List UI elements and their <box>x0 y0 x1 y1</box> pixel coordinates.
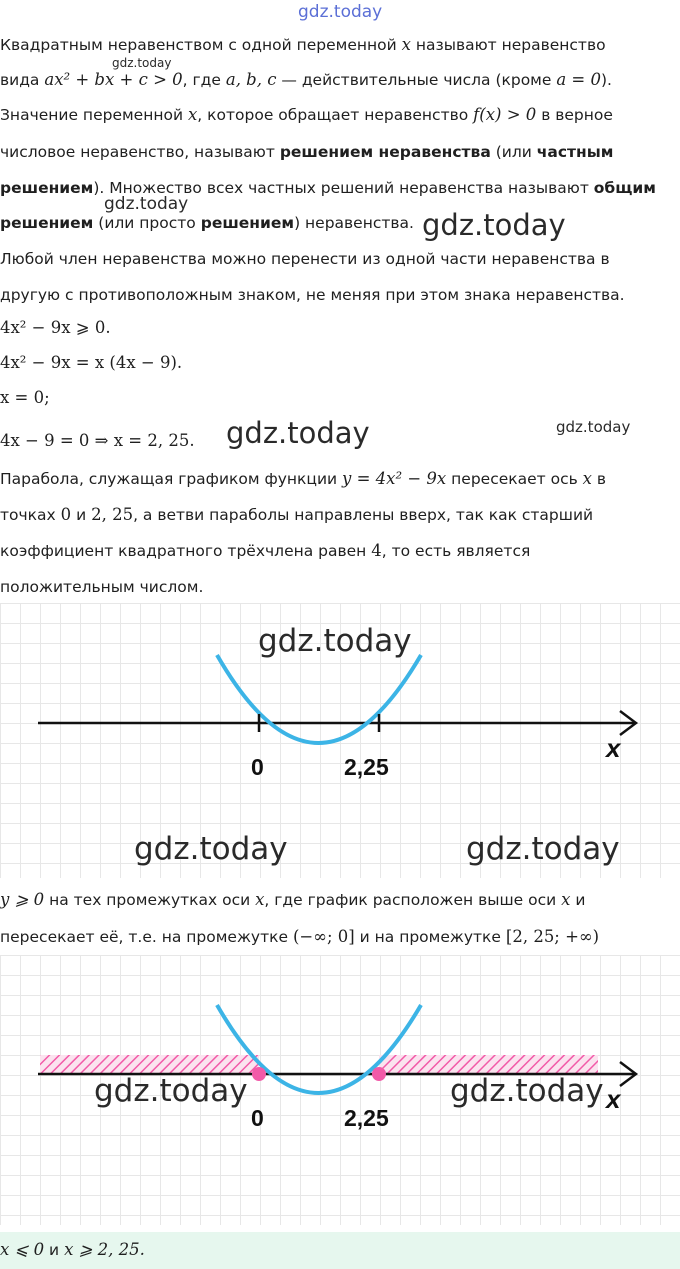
text: Значение переменной <box>0 106 188 124</box>
text-line <box>0 927 599 947</box>
root-label-2-25: 2,25 <box>344 1105 389 1131</box>
graph-parabola <box>0 603 680 878</box>
watermark: gdz.today <box>94 1073 248 1109</box>
text-line <box>0 142 613 162</box>
watermark: gdz.today <box>134 831 288 867</box>
watermark: gdz.today <box>258 623 412 659</box>
text-line <box>0 35 606 55</box>
text: ). Множество всех частных решений неравенства называют <box>93 179 594 197</box>
text-line: Любой член неравенства можно перенести из одной части неравенства в <box>0 250 610 268</box>
root-point-2-25 <box>372 1067 386 1081</box>
bold-term: решением <box>200 214 295 232</box>
watermark: gdz.today <box>422 208 566 242</box>
watermark: gdz.today <box>104 194 189 214</box>
math-interval: [2, 25; +∞) <box>505 927 600 946</box>
text: Парабола, служащая графиком функции <box>0 470 343 488</box>
math-interval: (−∞; 0] <box>292 927 355 946</box>
graph-solution <box>0 955 680 1225</box>
math-formula: ax² + bx + c > 0 <box>44 70 183 89</box>
text: ) неравенства. <box>294 214 414 232</box>
watermark: gdz.today <box>112 56 172 70</box>
text: , то есть является <box>381 542 531 560</box>
text: в <box>591 470 607 488</box>
text: (или просто <box>93 214 201 232</box>
text-line <box>0 469 606 489</box>
bold-term: частным <box>536 143 614 161</box>
equation: 4x − 9 = 0 ⇒ x = 2, 25. <box>0 431 195 450</box>
text-line <box>0 70 612 90</box>
bold-term: решением неравенства <box>279 143 491 161</box>
watermark: gdz.today <box>226 416 370 450</box>
text: пересекает ось <box>446 470 583 488</box>
math-formula: y ⩾ 0 <box>0 890 45 909</box>
text-line <box>0 505 593 525</box>
hatch-left <box>40 1055 259 1073</box>
math-number: 0 <box>60 505 72 524</box>
text-line <box>0 178 656 198</box>
math-formula: a = 0 <box>556 70 601 89</box>
text: — действительные числа (кроме <box>276 71 557 89</box>
root-point-0 <box>252 1067 266 1081</box>
text: Квадратным неравенством с одной переменной <box>0 36 402 54</box>
answer-box <box>0 1232 680 1269</box>
bold-term: общим <box>593 179 656 197</box>
text-line <box>0 541 530 561</box>
math-var: x <box>187 105 198 124</box>
math-var: a, b, c <box>225 70 277 89</box>
hatch-right <box>379 1055 598 1073</box>
math-var: x <box>561 890 571 909</box>
math-formula: x ⩽ 0 <box>0 1240 45 1259</box>
text: и <box>44 1241 65 1259</box>
text: пересекает её, т.е. на промежутке <box>0 928 293 946</box>
root-label-0: 0 <box>251 1105 264 1131</box>
root-label-0: 0 <box>251 754 264 780</box>
math-var: x <box>255 890 265 909</box>
watermark: gdz.today <box>298 2 383 22</box>
text: коэффициент квадратного трёхчлена равен <box>0 542 372 560</box>
axis-label-x: x <box>606 733 621 763</box>
watermark: gdz.today <box>450 1073 604 1109</box>
equation: 4x² − 9x ⩾ 0. <box>0 318 111 337</box>
math-var: x <box>582 469 592 488</box>
bold-term: решением <box>0 214 94 232</box>
text: на тех промежутках оси <box>44 891 256 909</box>
text: в верное <box>536 106 613 124</box>
answer-line <box>0 1240 145 1260</box>
watermark: gdz.today <box>466 831 620 867</box>
text: ). <box>601 71 612 89</box>
text: , где <box>182 71 226 89</box>
text: , которое обращает неравенство <box>197 106 474 124</box>
text: , где график расположен выше оси <box>264 891 562 909</box>
math-number: 2, 25 <box>91 505 134 524</box>
math-number: 4 <box>371 541 382 560</box>
text-line <box>0 213 414 233</box>
math-var: x <box>401 35 411 54</box>
text-line <box>0 890 585 910</box>
text: и на промежутке <box>354 928 506 946</box>
bold-term: решением <box>0 179 94 197</box>
text-line: другую с противоположным знаком, не меняя при этом знака неравенства. <box>0 286 625 304</box>
root-label-2-25: 2,25 <box>344 754 389 780</box>
axis-label-x: x <box>606 1084 621 1114</box>
text: , а ветви параболы направлены вверх, так как старший <box>133 506 594 524</box>
text-line: положительным числом. <box>0 578 204 596</box>
parabola-curve <box>217 655 421 743</box>
equation: x = 0; <box>0 388 50 407</box>
text: (или <box>490 143 537 161</box>
text: вида <box>0 71 45 89</box>
text: и <box>570 891 586 909</box>
math-formula: x ⩾ 2, 25. <box>64 1240 145 1259</box>
equation: 4x² − 9x = x (4x − 9). <box>0 353 183 372</box>
watermark: gdz.today <box>556 418 631 436</box>
math-formula: y = 4x² − 9x <box>342 469 447 488</box>
text: точках <box>0 506 61 524</box>
text: и <box>71 506 92 524</box>
text: числовое неравенство, называют <box>0 143 280 161</box>
math-formula: f(x) > 0 <box>473 105 537 124</box>
text-line <box>0 105 613 125</box>
text: называют неравенство <box>410 36 606 54</box>
